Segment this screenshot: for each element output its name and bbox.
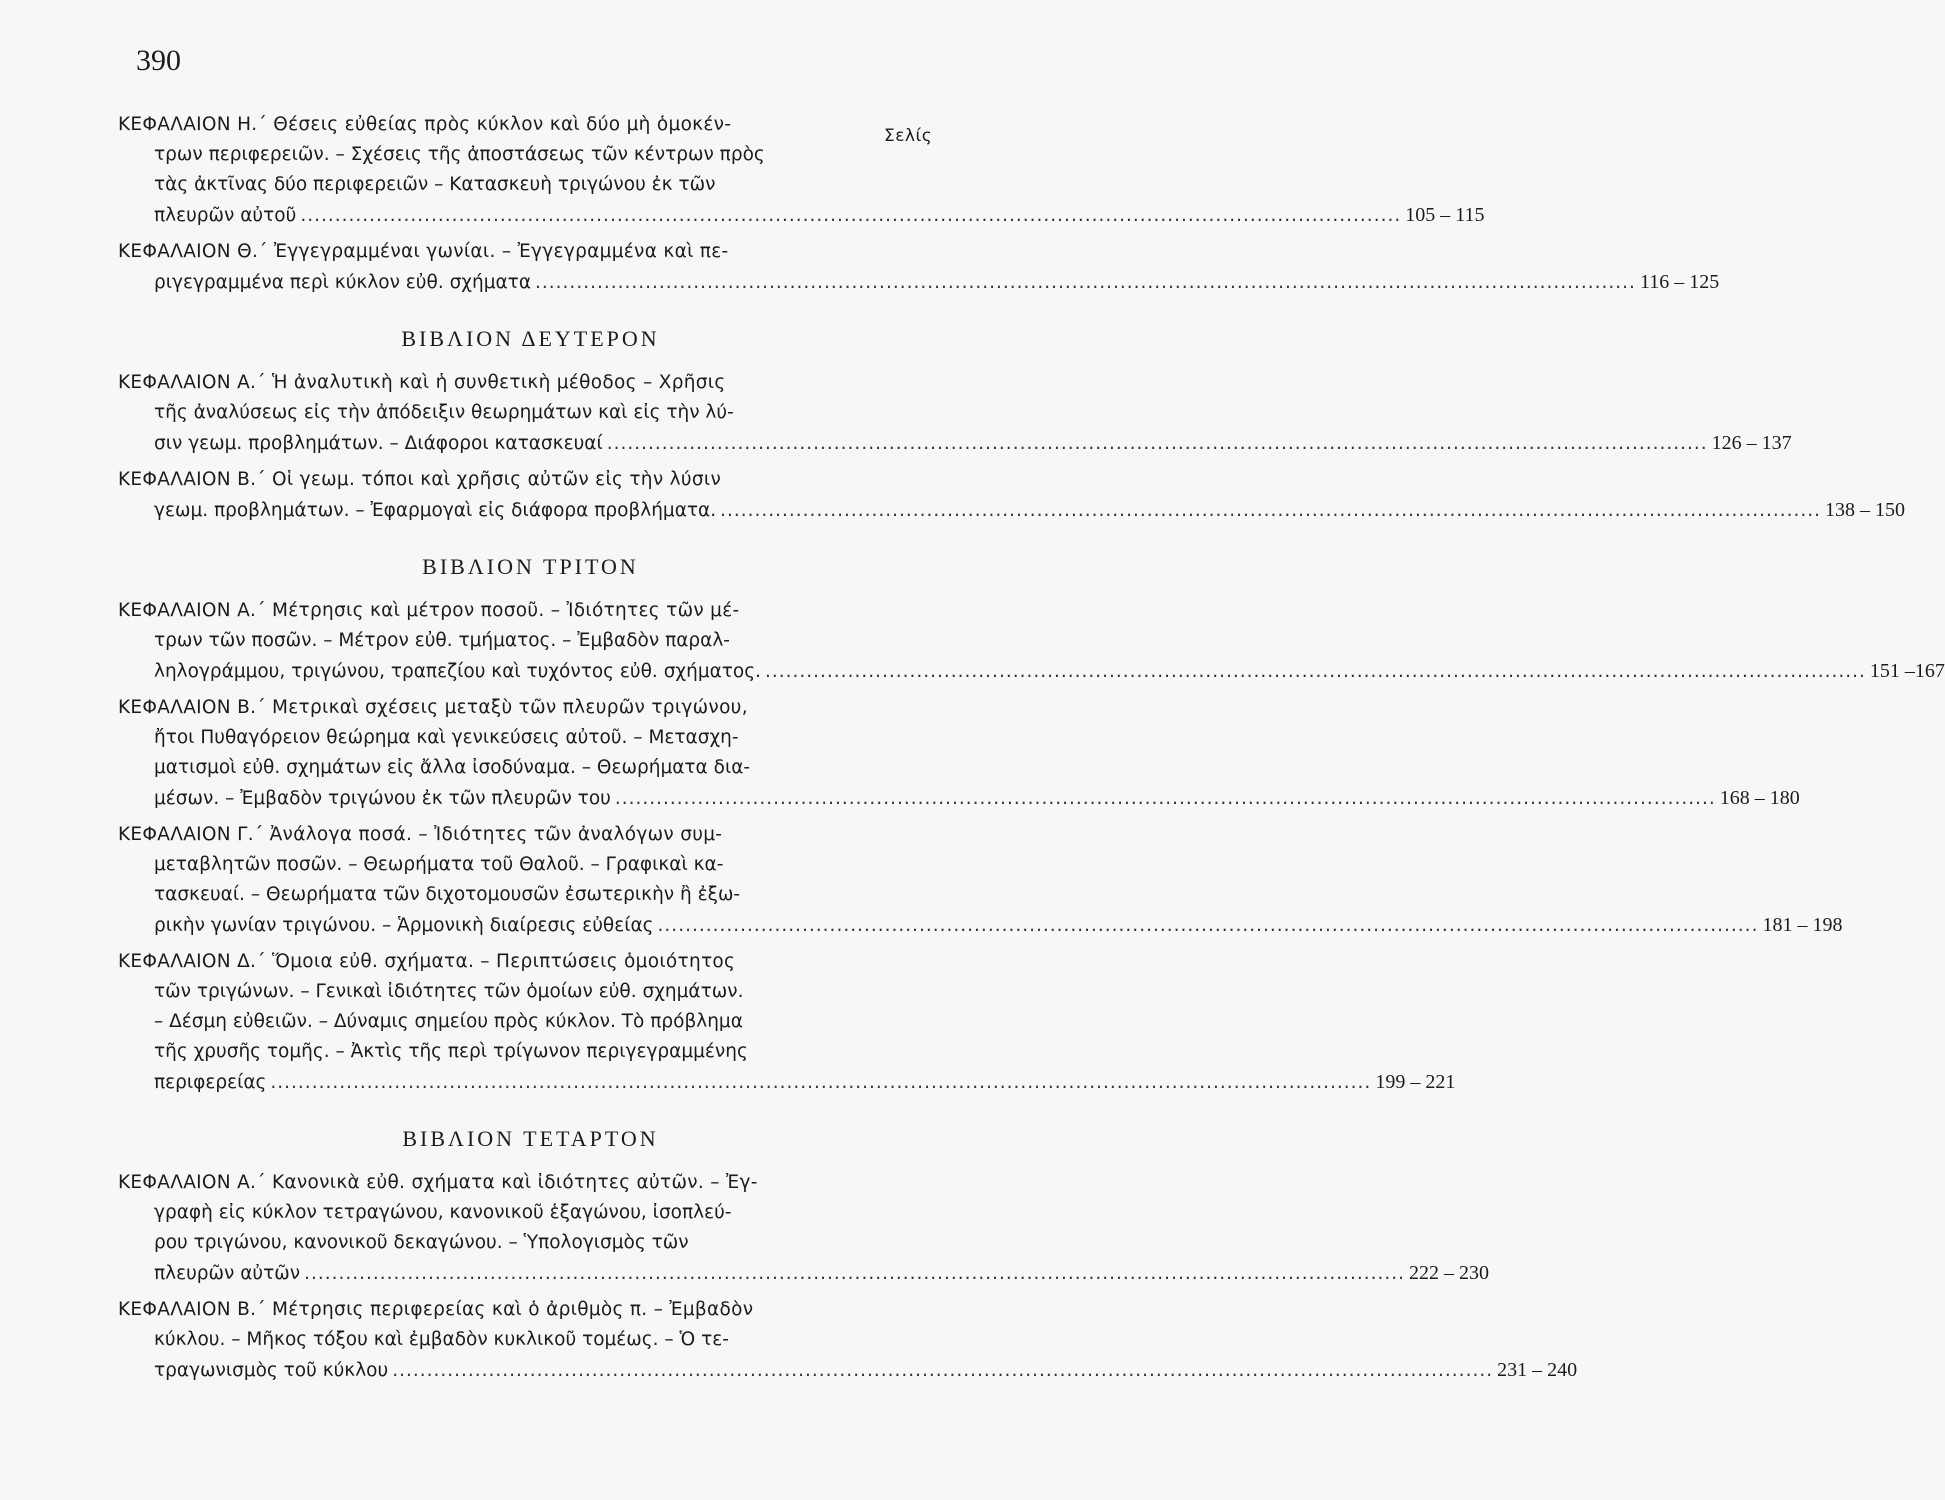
page-range: 199 – 221: [1375, 1071, 1456, 1093]
chapter-last-line: [118, 1258, 1490, 1289]
chapter-heading-line: ΚΕΦΑΛΑΙΟΝ Γ.΄ Ἀνάλογα ποσά. – Ἰδιότητες τῶν ἀναλόγων συμ-: [118, 824, 723, 845]
chapter-last-text: γεωμ. προβλημάτων. – Ἐφαρμογαὶ εἰς διάφορα προβλήματα.: [154, 500, 717, 521]
page-number: 390: [136, 44, 181, 77]
chapter-last-line: [118, 1067, 1456, 1098]
chapter-last-line: [118, 783, 1800, 814]
entry-text: [118, 820, 1843, 941]
chapter-last-line: [118, 200, 1485, 231]
table-of-contents: [118, 110, 1945, 1386]
page-range: 151 –167: [1869, 660, 1945, 682]
entry-text: [118, 110, 1485, 231]
entry-text: [118, 947, 1456, 1098]
chapter-last-text: τραγωνισμὸς τοῦ κύκλου: [154, 1360, 389, 1381]
book-title: ΒΙΒΛΙΟΝ ΤΡΙΤΟΝ: [422, 554, 639, 579]
chapter-last-text: πλευρῶν αὐτοῦ: [154, 205, 297, 226]
chapter-heading-line: ΚΕΦΑΛΑΙΟΝ Α.΄ Ἡ ἀναλυτικὴ καὶ ἡ συνθετικὴ μέθοδος – Χρῆσις: [118, 372, 726, 393]
chapter-text-line: – Δέσμη εὐθειῶν. – Δύναμις σημείου πρὸς κύκλον. Τὸ πρόβλημα: [154, 1011, 743, 1032]
toc-entry: [118, 237, 1720, 298]
leader-dots: ................................................................................................................................................................: [606, 433, 1708, 454]
entry-text: [118, 1295, 1578, 1386]
chapter-last-text: ρικὴν γωνίαν τριγώνου. – Ἁρμονικὴ διαίρεσις εὐθείας: [154, 915, 654, 936]
toc-entry: [118, 693, 1800, 814]
book-title: ΒΙΒΛΙΟΝ ΤΕΤΑΡΤΟΝ: [402, 1126, 659, 1151]
page-range: 138 – 150: [1825, 499, 1906, 521]
leader-dots: ................................................................................................................................................................: [270, 1072, 1372, 1093]
page-range: 126 – 137: [1711, 432, 1792, 454]
page-range: 181 – 198: [1762, 914, 1843, 936]
chapter-text-line: ρου τριγώνου, κανονικοῦ δεκαγώνου. – Ὑπολογισμὸς τῶν: [154, 1232, 689, 1253]
page-range: 105 – 115: [1405, 204, 1485, 226]
toc-entry: [118, 947, 1456, 1098]
chapter-heading-line: ΚΕΦΑΛΑΙΟΝ Α.΄ Κανονικὰ εὐθ. σχήματα καὶ ἰδιότητες αὐτῶν. – Ἐγ-: [118, 1172, 758, 1193]
chapter-heading-line: ΚΕΦΑΛΑΙΟΝ Η.΄ Θέσεις εὐθείας πρὸς κύκλον καὶ δύο μὴ ὁμοκέν-: [118, 114, 732, 135]
chapter-text-line: τρων τῶν ποσῶν. – Μέτρον εὐθ. τμήματος. – Ἐμβαδὸν παραλ-: [154, 630, 730, 651]
page-range: 222 – 230: [1409, 1262, 1490, 1284]
leader-dots: ................................................................................................................................................................: [300, 205, 1402, 226]
toc-entry: [118, 110, 1485, 231]
chapter-last-text: σιν γεωμ. προβλημάτων. – Διάφοροι κατασκευαί: [154, 433, 603, 454]
entry-text: [118, 596, 1945, 687]
book-title: ΒΙΒΛΙΟΝ ΔΕΥΤΕΡΟΝ: [401, 326, 660, 351]
chapter-heading-line: ΚΕΦΑΛΑΙΟΝ Β.΄ Μέτρησις περιφερείας καὶ ὁ ἀριθμὸς π. – Ἐμβαδὸν: [118, 1299, 754, 1320]
leader-dots: ................................................................................................................................................................: [720, 500, 1822, 521]
chapter-text-line: τῆς ἀναλύσεως εἰς τὴν ἀπόδειξιν θεωρημάτων καὶ εἰς τὴν λύ-: [154, 402, 734, 423]
chapter-text-line: γραφὴ εἰς κύκλον τετραγώνου, κανονικοῦ ἑξαγώνου, ἰσοπλεύ-: [154, 1202, 732, 1223]
entry-text: [118, 465, 1906, 526]
toc-entry: [118, 820, 1843, 941]
page-range: 168 – 180: [1719, 787, 1800, 809]
chapter-text-line: τῆς χρυσῆς τομῆς. – Ἀκτὶς τῆς περὶ τρίγωνον περιγεγραμμένης: [154, 1041, 748, 1062]
chapter-last-text: μέσων. – Ἐμβαδὸν τριγώνου ἐκ τῶν πλευρῶν του: [154, 788, 611, 809]
chapter-heading-line: ΚΕΦΑΛΑΙΟΝ Δ.΄ Ὅμοια εὐθ. σχήματα. – Περιπτώσεις ὁμοιότητος: [118, 951, 736, 972]
chapter-last-text: ριγεγραμμένα περὶ κύκλον εὐθ. σχήματα: [154, 272, 532, 293]
pages-column-heading: Σελίς: [884, 126, 933, 146]
chapter-last-line: [118, 910, 1843, 941]
toc-entry: [118, 465, 1906, 526]
chapter-heading-line: ΚΕΦΑΛΑΙΟΝ Θ.΄ Ἐγγεγραμμέναι γωνίαι. – Ἐγγεγραμμένα καὶ πε-: [118, 241, 729, 262]
toc-entry: [118, 368, 1792, 459]
chapter-text-line: κύκλου. – Μῆκος τόξου καὶ ἐμβαδὸν κυκλικοῦ τομέως. – Ὁ τε-: [154, 1329, 729, 1350]
chapter-last-line: [118, 267, 1720, 298]
chapter-last-line: [118, 495, 1906, 526]
toc-entry: [118, 596, 1945, 687]
chapter-last-line: [118, 428, 1792, 459]
chapter-text-line: τασκευαί. – Θεωρήματα τῶν διχοτομουσῶν ἐσωτερικὴν ἢ ἐξω-: [154, 884, 741, 905]
leader-dots: ................................................................................................................................................................: [535, 272, 1636, 293]
toc-entry: [118, 1168, 1490, 1289]
chapter-last-line: [118, 1355, 1578, 1386]
page-range: 116 – 125: [1639, 271, 1720, 293]
chapter-text-line: ἤτοι Πυθαγόρειον θεώρημα καὶ γενικεύσεις αὐτοῦ. – Μετασχη-: [154, 727, 739, 748]
leader-dots: ................................................................................................................................................................: [657, 915, 1759, 936]
leader-dots: ................................................................................................................................................................: [614, 788, 1716, 809]
chapter-heading-line: ΚΕΦΑΛΑΙΟΝ Β.΄ Μετρικαὶ σχέσεις μεταξὺ τῶν πλευρῶν τριγώνου,: [118, 697, 748, 718]
entry-text: [118, 1168, 1490, 1289]
chapter-text-line: ματισμοὶ εὐθ. σχημάτων εἰς ἄλλα ἰσοδύναμα. – Θεωρήματα δια-: [154, 757, 751, 778]
chapter-heading-line: ΚΕΦΑΛΑΙΟΝ Α.΄ Μέτρησις καὶ μέτρον ποσοῦ. – Ἰδιότητες τῶν μέ-: [118, 600, 740, 621]
chapter-last-line: [118, 656, 1945, 687]
chapter-last-text: ληλογράμμου, τριγώνου, τραπεζίου καὶ τυχόντος εὐθ. σχήματος.: [154, 661, 761, 682]
chapter-text-line: τῶν τριγώνων. – Γενικαὶ ἰδιότητες τῶν ὁμοίων εὐθ. σχημάτων.: [154, 981, 744, 1002]
chapter-last-text: πλευρῶν αὐτῶν: [154, 1263, 301, 1284]
page-range: 231 – 240: [1497, 1359, 1578, 1381]
entry-text: [118, 368, 1792, 459]
leader-dots: ................................................................................................................................................................: [765, 661, 1866, 682]
chapter-text-line: μεταβλητῶν ποσῶν. – Θεωρήματα τοῦ Θαλοῦ. – Γραφικαὶ κα-: [154, 854, 724, 875]
chapter-text-line: τρων περιφερειῶν. – Σχέσεις τῆς ἀποστάσεως τῶν κέντρων πρὸς: [154, 144, 765, 165]
chapter-text-line: τὰς ἀκτῖνας δύο περιφερειῶν – Κατασκευὴ τριγώνου ἐκ τῶν: [154, 174, 716, 195]
chapter-heading-line: ΚΕΦΑΛΑΙΟΝ Β.΄ Οἱ γεωμ. τόποι καὶ χρῆσις αὐτῶν εἰς τὴν λύσιν: [118, 469, 722, 490]
entry-text: [118, 237, 1720, 298]
entry-text: [118, 693, 1800, 814]
chapter-last-text: περιφερείας: [154, 1072, 267, 1093]
toc-entry: [118, 1295, 1578, 1386]
leader-dots: ................................................................................................................................................................: [304, 1263, 1406, 1284]
leader-dots: ................................................................................................................................................................: [392, 1360, 1494, 1381]
